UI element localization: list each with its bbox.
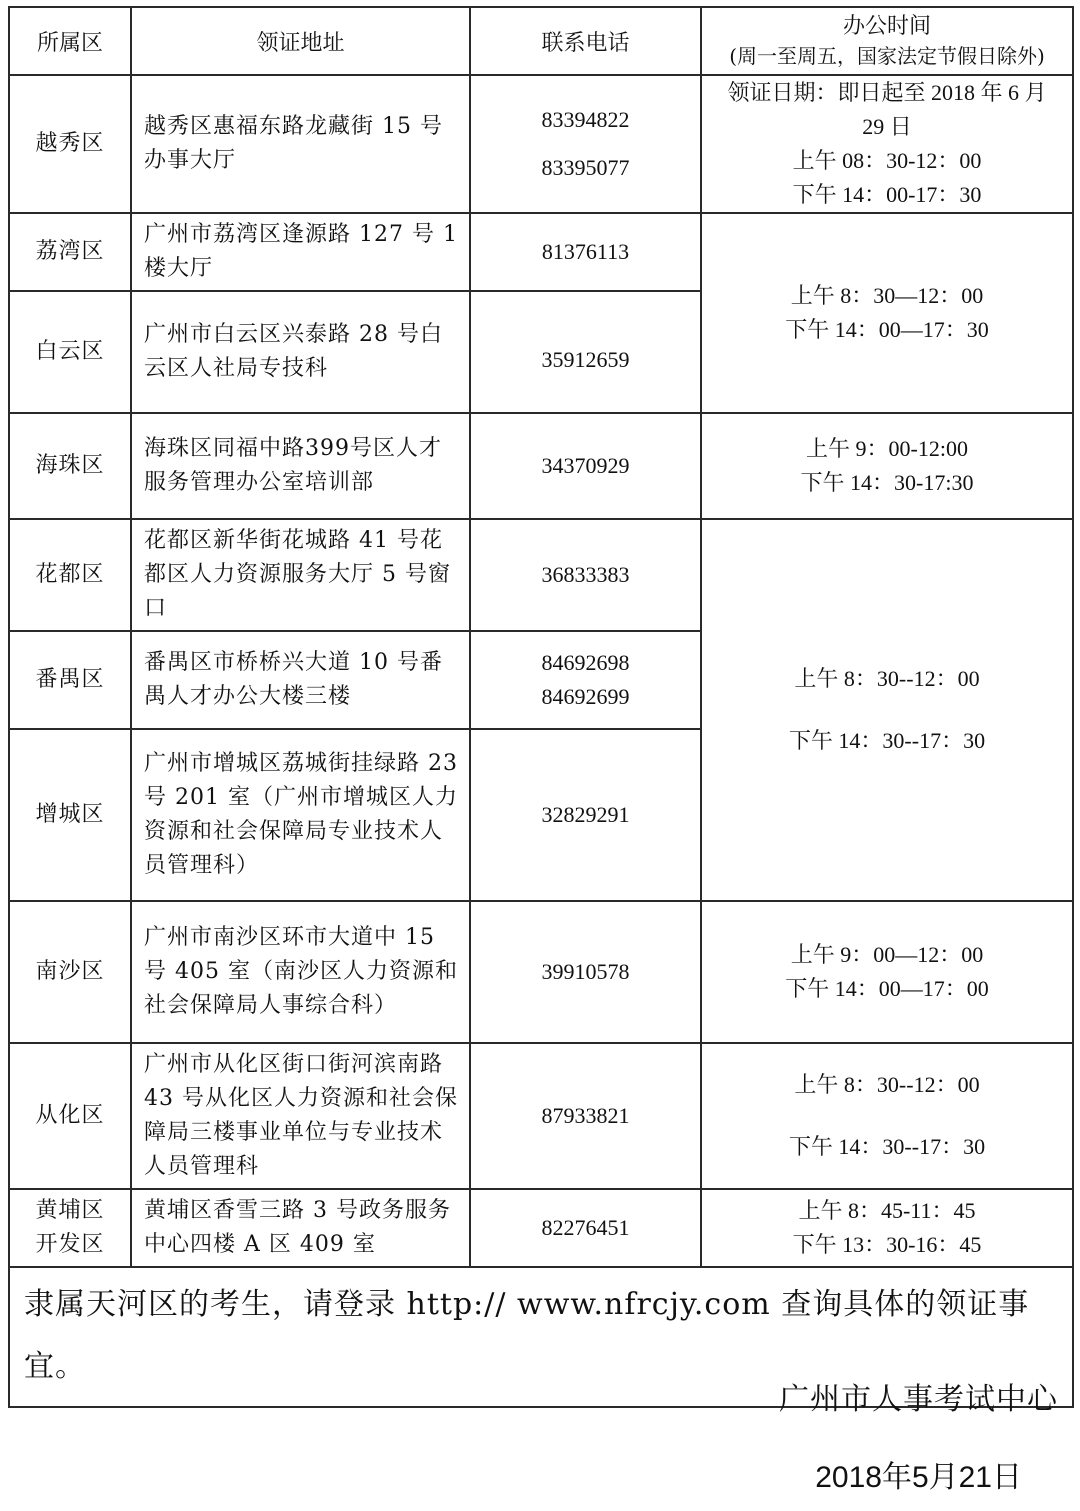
hours-cell — [701, 1189, 1073, 1267]
hours-line: 下午 14：30--17：30 — [788, 728, 986, 753]
phone-cell — [470, 729, 701, 901]
certificate-collection-table — [8, 6, 1074, 1408]
phone-cell — [470, 519, 701, 631]
hours-line: 上午 8：45-11：45 — [798, 1198, 976, 1223]
hours-line: 下午 14：30--17：30 — [788, 1134, 986, 1159]
address-cell: 广州市白云区兴泰路 28 号白云区人社局专技科 — [131, 291, 470, 413]
district-cell — [9, 413, 131, 519]
district-cell — [9, 631, 131, 729]
address-cell: 广州市增城区荔城街挂绿路 23 号 201 室（广州市增城区人力资源和社会保障局专业技术人员管理科） — [131, 729, 470, 901]
phone-cell — [470, 75, 701, 213]
district-cell — [9, 729, 131, 901]
address-cell: 海珠区同福中路399号区人才服务管理办公室培训部 — [131, 413, 470, 519]
district-name: 番禺区 — [35, 667, 105, 692]
address-cell: 广州市荔湾区逢源路 127 号 1 楼大厅 — [131, 213, 470, 291]
table-row-huadu — [9, 519, 1073, 631]
header-phone: 联系电话 — [470, 7, 701, 75]
district-cell — [9, 1043, 131, 1189]
hours-cell — [701, 75, 1073, 213]
phone-number: 81376113 — [541, 239, 630, 264]
hours-cell — [701, 1043, 1073, 1189]
address-cell: 越秀区惠福东路龙藏街 15 号办事大厅 — [131, 75, 470, 213]
phone-number: 35912659 — [541, 347, 630, 372]
tianhe-note: 隶属天河区的考生，请登录 http:// www.nfrcjy.com 查询具体的领证事宜。 — [9, 1267, 1073, 1407]
table-row-huangpu — [9, 1189, 1073, 1267]
district-cell — [9, 901, 131, 1043]
table-row-yuexiu — [9, 75, 1073, 213]
header-hours-title: 办公时间 — [842, 14, 931, 39]
hours-line: 下午 14：00-17：30 — [792, 182, 982, 207]
hours-cell — [701, 901, 1073, 1043]
phone-number: 39910578 — [541, 959, 630, 984]
district-name: 海珠区 — [35, 453, 105, 478]
district-name: 花都区 — [35, 562, 105, 587]
address-cell: 广州市南沙区环市大道中 15 号 405 室（南沙区人力资源和社会保障局人事综合科） — [131, 901, 470, 1043]
district-cell — [9, 291, 131, 413]
phone-cell — [470, 291, 701, 413]
hours-line: 下午 14：00—17：30 — [785, 317, 989, 342]
phone-cell — [470, 631, 701, 729]
district-name: 开发区 — [35, 1232, 105, 1257]
issuer-signature: 广州市人事考试中心 — [779, 1382, 1058, 1417]
district-cell — [9, 519, 131, 631]
hours-line: 上午 9：00—12：00 — [790, 942, 984, 967]
hours-line: 领证日期：即日起至 2018 年 6 月 — [727, 80, 1047, 105]
certificate-collection-table-container — [8, 6, 1072, 1408]
phone-cell — [470, 901, 701, 1043]
header-hours-subtitle: (周一至周五，国家法定节假日除外) — [729, 44, 1045, 68]
hours-cell — [701, 213, 1073, 413]
hours-line: 上午 9：00-12:00 — [806, 436, 968, 461]
hours-cell — [701, 519, 1073, 901]
table-row-conghua — [9, 1043, 1073, 1189]
hours-line: 上午 8：30--12：00 — [794, 666, 980, 691]
phone-number: 84692698 — [541, 650, 630, 675]
hours-line: 下午 13：30-16：45 — [792, 1232, 982, 1257]
phone-number: 32829291 — [541, 802, 630, 827]
header-hours — [701, 7, 1073, 75]
hours-line: 下午 14：00—17：00 — [785, 976, 989, 1001]
address-cell: 广州市从化区街口街河滨南路 43 号从化区人力资源和社会保障局三楼事业单位与专业技术人员管理科 — [131, 1043, 470, 1189]
header-address: 领证地址 — [131, 7, 470, 75]
district-name: 越秀区 — [35, 131, 105, 156]
header-district: 所属区 — [9, 7, 131, 75]
phone-number: 84692699 — [541, 684, 630, 709]
phone-number: 87933821 — [541, 1103, 630, 1128]
table-row-nansha — [9, 901, 1073, 1043]
hours-cell — [701, 413, 1073, 519]
hours-line: 下午 14：30-17:30 — [800, 470, 974, 495]
district-cell — [9, 213, 131, 291]
phone-number: 36833383 — [541, 562, 630, 587]
table-row-liwan — [9, 213, 1073, 291]
phone-cell — [470, 1189, 701, 1267]
phone-number: 83395077 — [541, 155, 630, 180]
hours-line: 29 日 — [862, 114, 912, 139]
table-header-row — [9, 7, 1073, 75]
phone-cell — [470, 213, 701, 291]
district-name: 南沙区 — [35, 959, 105, 984]
address-cell: 黄埔区香雪三路 3 号政务服务中心四楼 A 区 409 室 — [131, 1189, 470, 1267]
address-cell: 花都区新华街花城路 41 号花都区人力资源服务大厅 5 号窗口 — [131, 519, 470, 631]
district-name: 黄埔区 — [35, 1198, 105, 1223]
table-row-haizhu — [9, 413, 1073, 519]
district-cell — [9, 75, 131, 213]
district-cell — [9, 1189, 131, 1267]
issue-date: 2018年5月21日 — [815, 1461, 1022, 1494]
district-name: 荔湾区 — [35, 239, 105, 264]
hours-line: 上午 8：30—12：00 — [790, 283, 984, 308]
district-name: 白云区 — [35, 339, 105, 364]
district-name: 增城区 — [35, 802, 105, 827]
hours-line: 上午 8：30--12：00 — [794, 1072, 980, 1097]
phone-cell — [470, 1043, 701, 1189]
phone-number: 83394822 — [541, 107, 630, 132]
phone-number: 34370929 — [541, 453, 630, 478]
phone-number: 82276451 — [541, 1215, 630, 1240]
address-cell: 番禺区市桥桥兴大道 10 号番禺人才办公大楼三楼 — [131, 631, 470, 729]
hours-line: 上午 08：30-12：00 — [792, 148, 982, 173]
district-name: 从化区 — [35, 1103, 105, 1128]
phone-cell — [470, 413, 701, 519]
